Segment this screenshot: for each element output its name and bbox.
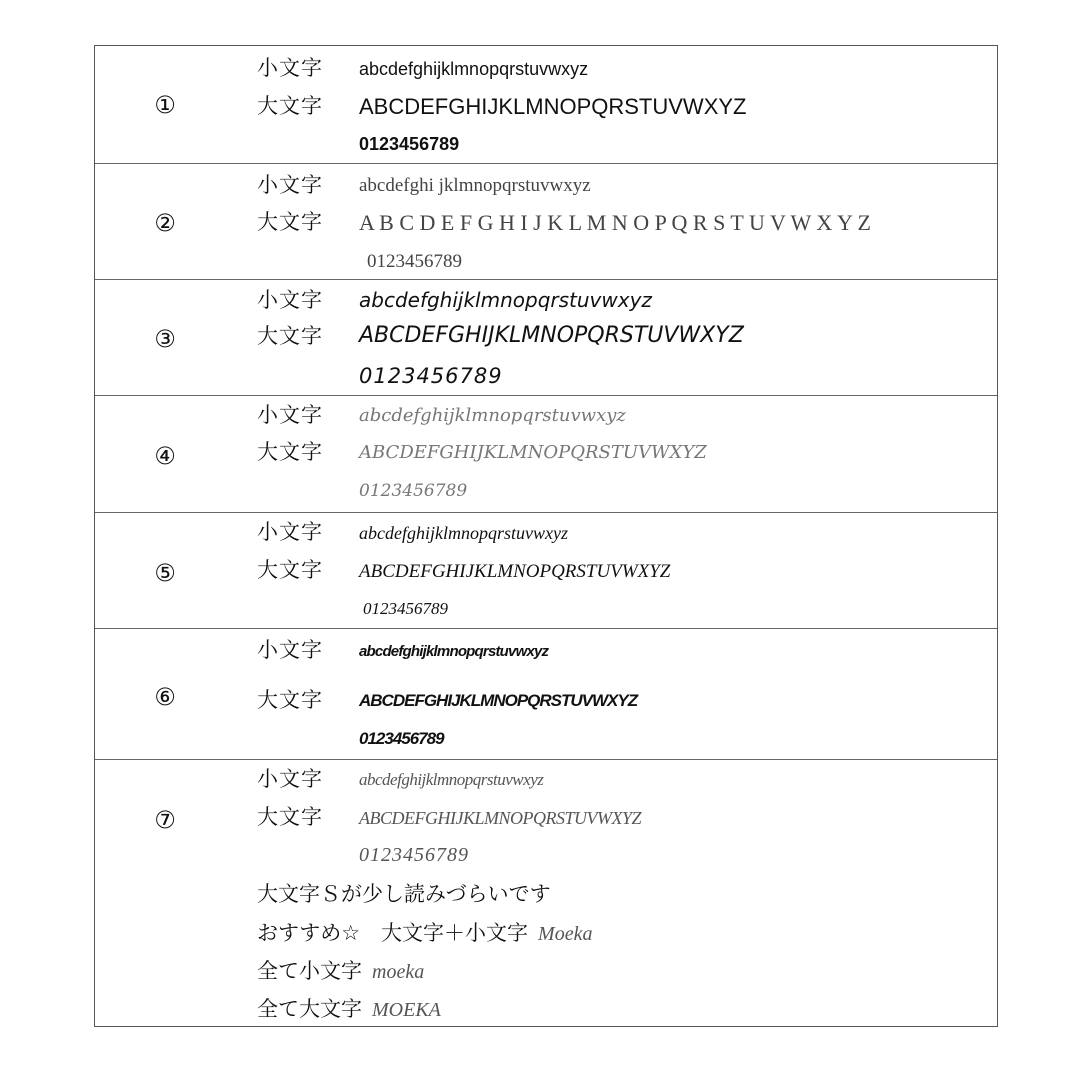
row-number: ⑥ (154, 683, 176, 711)
example-name: moeka (372, 961, 425, 983)
uppercase-sample: ABCDEFGHIJKLMNOPQRSTUVWXYZ (359, 442, 707, 463)
row-number: ⑤ (154, 559, 176, 587)
note-text: 大文字Ｓが少し読みづらいです (257, 882, 551, 906)
example-name: MOEKA (372, 999, 441, 1021)
row-number: ② (154, 209, 176, 237)
font-row-2 (95, 163, 997, 279)
lowercase-label: 小文字 (257, 638, 323, 662)
recommend-note (257, 923, 592, 944)
all-lowercase-note (257, 961, 424, 982)
lowercase-sample: abcdefghijklmnopqrstuvwxyz (359, 405, 626, 426)
lowercase-label: 小文字 (257, 520, 323, 544)
uppercase-sample: ABCDEFGHIJKLMNOPQRSTUVWXYZ (359, 808, 641, 828)
lowercase-label: 小文字 (257, 403, 323, 427)
lowercase-label: 小文字 (257, 767, 323, 791)
example-name: Moeka (538, 923, 593, 945)
uppercase-sample: ABCDEFGHIJKLMNOPQRSTUVWXYZ (359, 94, 747, 119)
row-number: ① (154, 91, 176, 119)
font-row-1 (95, 46, 997, 163)
uppercase-s-note (257, 884, 551, 905)
font-row-6 (95, 628, 997, 759)
uppercase-label: 大文字 (257, 688, 323, 712)
font-row-3 (95, 279, 997, 395)
digits-sample: 0123456789 (363, 599, 448, 618)
digits-sample: 0123456789 (359, 844, 469, 866)
uppercase-sample: ABCDEFGHIJKLMNOPQRSTUVWXYZ (359, 561, 671, 582)
row-number: ⑦ (154, 806, 176, 834)
digits-sample: 0123456789 (367, 251, 462, 272)
row-number: ④ (154, 442, 176, 470)
note-text: 全て大文字 (257, 997, 362, 1021)
uppercase-sample: ABCDEFGHIJKLMNOPQRSTUVWXYZ (359, 323, 744, 348)
font-row-4 (95, 395, 997, 512)
uppercase-label: 大文字 (257, 210, 323, 234)
lowercase-label: 小文字 (257, 173, 323, 197)
all-uppercase-note (257, 999, 441, 1020)
digits-sample: 0123456789 (359, 481, 468, 501)
note-text: おすすめ☆ 大文字＋小文字 (257, 921, 529, 945)
digits-sample: 0123456789 (359, 364, 503, 388)
font-row-5 (95, 512, 997, 628)
uppercase-sample: A B C D E F G H I J K L M N O P Q R S T U V W X Y Z (359, 210, 871, 235)
uppercase-sample: ABCDEFGHIJKLMNOPQRSTUVWXYZ (359, 691, 638, 710)
note-text: 全て小文字 (257, 959, 362, 983)
lowercase-label: 小文字 (257, 288, 323, 312)
uppercase-label: 大文字 (257, 440, 323, 464)
row-number: ③ (154, 325, 176, 353)
lowercase-sample: abcdefghijklmnopqrstuvwxyz (359, 643, 549, 660)
font-sample-table (94, 45, 998, 1027)
digits-sample: 0123456789 (359, 729, 444, 748)
digits-sample: 0123456789 (359, 134, 460, 154)
lowercase-sample: abcdefghijklmnopqrstuvwxyz (359, 523, 568, 543)
lowercase-sample: abcdefghi jklmnopqrstuvwxyz (359, 175, 591, 196)
uppercase-label: 大文字 (257, 558, 323, 582)
font-row-7 (95, 759, 997, 1028)
lowercase-label: 小文字 (257, 56, 323, 80)
lowercase-sample: abcdefghijklmnopqrstuvwxyz (359, 288, 652, 312)
uppercase-label: 大文字 (257, 94, 323, 118)
uppercase-label: 大文字 (257, 805, 323, 829)
lowercase-sample: abcdefghijklmnopqrstuvwxyz (359, 770, 544, 789)
uppercase-label: 大文字 (257, 324, 323, 348)
lowercase-sample: abcdefghijklmnopqrstuvwxyz (359, 59, 589, 79)
